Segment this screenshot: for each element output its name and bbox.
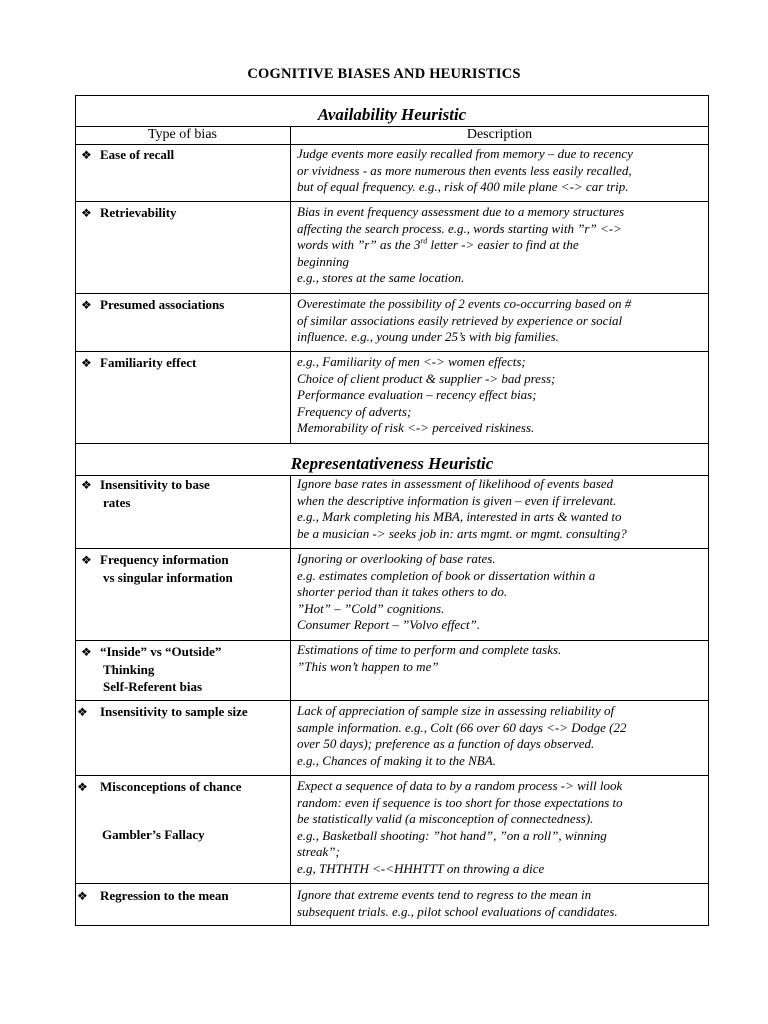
page-title: COGNITIVE BIASES AND HEURISTICS — [247, 66, 521, 82]
table-divider — [75, 351, 709, 352]
bias-description: Expect a sequence of data to by a random process -> will look random: even if sequence is too short for those expectations to be statistically valid (a misconception of connectedness). e.g., Basketball shooting: ”hot hand”, ”on a roll”, winning streak”; e.g, THTHTH <-<HHHTTT on throwing a dice — [297, 778, 623, 876]
table-divider — [75, 775, 709, 776]
bias-description: Judge events more easily recalled from memory – due to recency or vividness - as more numerous then events less easily recalled, but of equal frequency. e.g., risk of 400 mile plane <-> car trip. — [297, 146, 633, 195]
bullet-icon: ❖ — [81, 356, 92, 370]
bias-description: Lack of appreciation of sample size in assessing reliability of sample information. e.g., Colt (66 over 60 days <-> Dodge (22 over 50 days); preference as a function of days observed. e.g., Chances of making it to the NBA. — [297, 703, 627, 768]
section-heading-availability: Availability Heuristic — [317, 105, 467, 124]
bullet-icon: ❖ — [77, 780, 88, 794]
bias-type-frequency-information: ❖ Frequency information vs singular information — [81, 552, 233, 585]
bullet-icon: ❖ — [77, 705, 88, 719]
bullet-icon: ❖ — [81, 206, 92, 220]
bias-type-familiarity-effect: ❖ Familiarity effect — [81, 355, 197, 370]
table-divider — [75, 293, 709, 294]
bias-description: Bias in event frequency assessment due to a memory structures affecting the search process. e.g., words starting with ”r” <-> words with ”r” as the 3rd letter -> easier to find at the beginning e.g., stores at the same location. — [297, 204, 625, 286]
bullet-icon: ❖ — [81, 148, 92, 162]
section-heading-representativeness: Representativeness Heuristic — [290, 454, 494, 473]
table-divider — [75, 548, 709, 549]
bias-type-regression-to-the-mean: ❖ Regression to the mean — [77, 888, 229, 903]
bias-type-retrievability: ❖ Retrievability — [81, 205, 177, 220]
column-divider — [290, 475, 291, 926]
table-divider — [75, 700, 709, 701]
bullet-icon: ❖ — [77, 889, 88, 903]
bias-description: Ignore base rates in assessment of likelihood of events based when the descriptive information is given – even if irrelevant. e.g., Mark completing his MBA, interested in arts & wanted to be a musician -> seeks job in: arts mgmt. or mgmt. consulting? — [297, 476, 627, 541]
bias-type-presumed-associations: ❖ Presumed associations — [81, 297, 225, 312]
bias-type-insensitivity-to-base-rates: ❖ Insensitivity to base rates — [81, 477, 210, 510]
bullet-icon: ❖ — [81, 298, 92, 312]
table-divider — [75, 144, 709, 145]
bias-type-insensitivity-to-sample-size: ❖ Insensitivity to sample size — [77, 704, 248, 719]
bullet-icon: ❖ — [81, 553, 92, 567]
column-divider — [290, 126, 291, 443]
bias-description: Ignore that extreme events tend to regress to the mean in subsequent trials. e.g., pilot school evaluations of candidates. — [297, 887, 618, 919]
bias-type-gamblers-fallacy: Gambler’s Fallacy — [102, 827, 205, 842]
table-divider — [75, 443, 709, 444]
table-divider — [75, 883, 709, 884]
bullet-icon: ❖ — [81, 478, 92, 492]
bias-description: e.g., Familiarity of men <-> women effects; Choice of client product & supplier -> bad press; Performance evaluation – recency effect bias; Frequency of adverts; Memorability of risk <-> perceived riskiness. — [297, 354, 556, 436]
column-header-description: Description — [466, 127, 533, 142]
bias-description: Ignoring or overlooking of base rates. e.g. estimates completion of book or dissertation within a shorter period than it takes others to do. ”Hot” – ”Cold” cognitions. Consumer Report – ”Volvo effect”. — [297, 551, 596, 633]
bias-type-inside-vs-outside: ❖ “Inside” vs “Outside” Thinking Self-Referent bias — [81, 644, 222, 694]
bias-type-misconceptions-of-chance: ❖ Misconceptions of chance — [77, 779, 242, 794]
table-divider — [75, 201, 709, 202]
column-header-type: Type of bias — [147, 127, 217, 142]
bias-type-ease-of-recall: ❖ Ease of recall — [81, 147, 175, 162]
bias-description: Overestimate the possibility of 2 events co-occurring based on # of similar associations easily retrieved by experience or social influence. e.g., young under 25’s with big families. — [297, 296, 632, 345]
bias-description: Estimations of time to perform and complete tasks. ”This won’t happen to me” — [297, 642, 562, 674]
bullet-icon: ❖ — [81, 645, 92, 659]
table-divider — [75, 640, 709, 641]
